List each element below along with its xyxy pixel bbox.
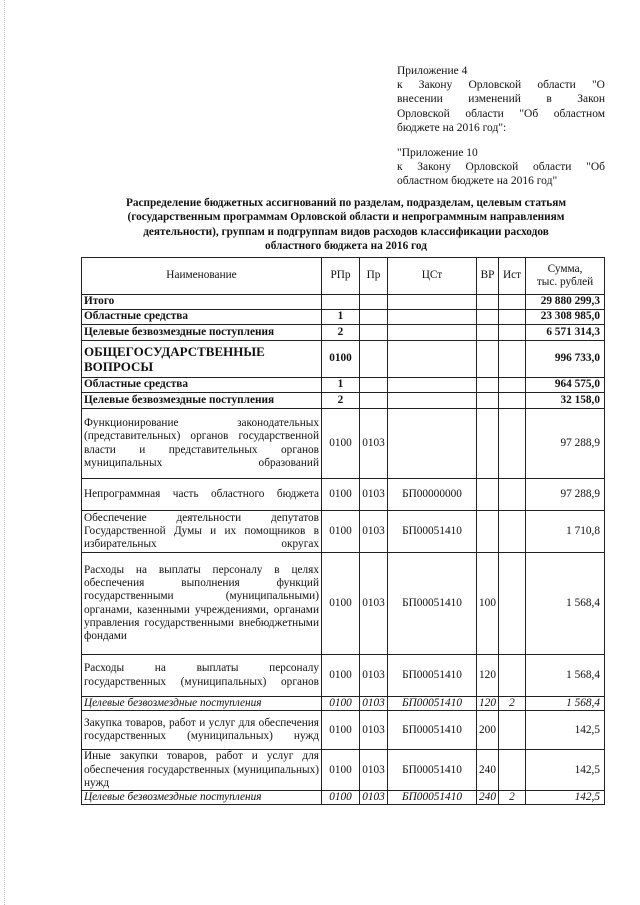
cell-pr: 0103	[360, 511, 388, 553]
table-row	[82, 409, 605, 479]
cell-ist	[499, 553, 526, 655]
scan-edge-line	[4, 0, 6, 905]
cell-sum: 97 288,9	[526, 409, 605, 479]
appendix-line: областном бюджете на 2016 год"	[397, 175, 558, 188]
cell-cst	[388, 341, 477, 378]
table-row	[82, 393, 605, 409]
cell-sum: 142,5	[526, 750, 605, 791]
cell-rpr: 2	[322, 393, 360, 409]
cell-vr: 240	[477, 750, 499, 791]
cell-vr: 200	[477, 711, 499, 750]
appendix-line: Орловской области "Об областном	[397, 107, 605, 120]
cell-pr	[360, 325, 388, 341]
cell-pr	[360, 341, 388, 378]
cell-sum: 97 288,9	[526, 479, 605, 511]
header-ist: Ист	[499, 258, 526, 295]
table-row	[82, 378, 605, 393]
appendix-4-note	[397, 64, 605, 135]
cell-rpr: 0100	[322, 409, 360, 479]
cell-vr	[477, 295, 499, 310]
cell-ist: 2	[499, 697, 526, 711]
cell-ist	[499, 511, 526, 553]
cell-sum: 6 571 314,3	[526, 325, 605, 341]
cell-ist	[499, 393, 526, 409]
cell-name: Итого	[82, 295, 322, 310]
cell-name: Целевые безвозмездные поступления	[82, 393, 322, 409]
cell-ist	[499, 479, 526, 511]
header-rpr: РПр	[322, 258, 360, 295]
cell-vr	[477, 341, 499, 378]
cell-vr	[477, 479, 499, 511]
header-sum	[526, 258, 605, 295]
cell-ist	[499, 325, 526, 341]
cell-sum: 1 568,4	[526, 655, 605, 697]
cell-cst	[388, 393, 477, 409]
cell-vr	[477, 325, 499, 341]
cell-name: Областные средства	[82, 310, 322, 325]
cell-sum: 142,5	[526, 791, 605, 805]
cell-name: Обеспечение деятельности депутатов Государственной Думы и их помощников в избирательных округах	[82, 511, 322, 553]
cell-ist: 2	[499, 791, 526, 805]
cell-ist	[499, 295, 526, 310]
table-header-row	[82, 258, 605, 295]
cell-name: Непрограммная часть областного бюджета	[82, 479, 322, 511]
cell-pr	[360, 310, 388, 325]
cell-ist	[499, 750, 526, 791]
cell-rpr: 0100	[322, 711, 360, 750]
cell-pr: 0103	[360, 711, 388, 750]
cell-vr	[477, 511, 499, 553]
cell-cst	[388, 325, 477, 341]
cell-rpr: 0100	[322, 655, 360, 697]
table-row	[82, 341, 605, 378]
cell-sum: 1 568,4	[526, 697, 605, 711]
appendix-10-note	[397, 146, 605, 189]
cell-rpr: 2	[322, 325, 360, 341]
cell-ist	[499, 310, 526, 325]
cell-pr	[360, 393, 388, 409]
cell-sum: 29 880 299,3	[526, 295, 605, 310]
header-sum-line: Сумма,	[547, 262, 583, 275]
cell-vr: 100	[477, 553, 499, 655]
cell-cst	[388, 310, 477, 325]
table-row	[82, 310, 605, 325]
cell-pr	[360, 295, 388, 310]
cell-vr: 240	[477, 791, 499, 805]
table-row	[82, 553, 605, 655]
header-cst: ЦСт	[388, 258, 477, 295]
cell-name: Расходы на выплаты персоналу в целях обеспечения выполнения функций государственными (муниципальными) органами, казенными учреждениями, органами управления государственными внебюджетными фондами	[82, 553, 322, 655]
table-row	[82, 295, 605, 310]
cell-pr: 0103	[360, 409, 388, 479]
cell-cst: БП00051410	[388, 553, 477, 655]
cell-rpr: 0100	[322, 750, 360, 791]
cell-rpr: 0100	[322, 341, 360, 378]
header-pr: Пр	[360, 258, 388, 295]
appendix-line: бюджете на 2016 год":	[397, 121, 507, 134]
cell-cst: БП00000000	[388, 479, 477, 511]
table-row	[82, 750, 605, 791]
cell-rpr: 0100	[322, 697, 360, 711]
table-row	[82, 791, 605, 805]
cell-name: Функционирование законодательных (представительных) органов государственной власти и представительных органов муниципальных образований	[82, 409, 322, 479]
cell-ist	[499, 341, 526, 378]
cell-vr	[477, 378, 499, 393]
header-vr: ВР	[477, 258, 499, 295]
cell-name: Иные закупки товаров, работ и услуг для обеспечения государственных (муниципальных) нужд	[82, 750, 322, 791]
appendix-line: Приложение 4	[397, 65, 468, 77]
appendix-line: к Закону Орловской области "Об	[397, 161, 605, 174]
cell-cst	[388, 295, 477, 310]
cell-name: Расходы на выплаты персоналу государственных (муниципальных) органов	[82, 655, 322, 697]
cell-rpr: 0100	[322, 791, 360, 805]
heading-line: (государственным программам Орловской области и непрограммным направлениям	[127, 211, 565, 224]
cell-rpr: 0100	[322, 553, 360, 655]
table-row	[82, 697, 605, 711]
cell-pr: 0103	[360, 553, 388, 655]
cell-name: Целевые безвозмездные поступления	[82, 697, 322, 711]
appendix-line: внесении изменений в Закон	[397, 93, 605, 106]
cell-cst: БП00051410	[388, 511, 477, 553]
cell-sum: 23 308 985,0	[526, 310, 605, 325]
cell-sum: 964 575,0	[526, 378, 605, 393]
header-sum-line: тыс. рублей	[536, 276, 594, 288]
cell-name: ОБЩЕГОСУДАРСТВЕННЫЕ ВОПРОСЫ	[82, 341, 322, 378]
cell-name: Целевые безвозмездные поступления	[82, 791, 322, 805]
cell-cst: БП00051410	[388, 655, 477, 697]
budget-allocation-table	[81, 257, 605, 805]
cell-pr: 0103	[360, 791, 388, 805]
cell-vr	[477, 393, 499, 409]
table-row	[82, 655, 605, 697]
cell-rpr	[322, 295, 360, 310]
cell-pr	[360, 378, 388, 393]
table-row	[82, 325, 605, 341]
cell-rpr: 1	[322, 310, 360, 325]
cell-cst: БП00051410	[388, 711, 477, 750]
appendix-line: к Закону Орловской области "О	[397, 79, 605, 92]
table-row	[82, 711, 605, 750]
cell-cst: БП00051410	[388, 697, 477, 711]
header-name: Наименование	[82, 258, 322, 295]
cell-sum: 996 733,0	[526, 341, 605, 378]
heading-line: Распределение бюджетных ассигнований по разделам, подразделам, целевым статьям	[125, 197, 567, 209]
cell-vr	[477, 310, 499, 325]
cell-cst	[388, 378, 477, 393]
cell-sum: 1 710,8	[526, 511, 605, 553]
cell-rpr: 1	[322, 378, 360, 393]
document-heading	[86, 196, 606, 253]
cell-sum: 142,5	[526, 711, 605, 750]
cell-name: Целевые безвозмездные поступления	[82, 325, 322, 341]
cell-sum: 1 568,4	[526, 553, 605, 655]
cell-pr: 0103	[360, 479, 388, 511]
cell-rpr: 0100	[322, 511, 360, 553]
cell-vr	[477, 409, 499, 479]
heading-line: областного бюджета на 2016 год	[265, 239, 427, 252]
appendix-line: "Приложение 10	[397, 147, 478, 159]
cell-name: Закупка товаров, работ и услуг для обеспечения государственных (муниципальных) нужд	[82, 711, 322, 750]
cell-rpr: 0100	[322, 479, 360, 511]
cell-cst: БП00051410	[388, 791, 477, 805]
cell-pr: 0103	[360, 697, 388, 711]
cell-cst	[388, 409, 477, 479]
cell-vr: 120	[477, 697, 499, 711]
table-row	[82, 511, 605, 553]
cell-ist	[499, 378, 526, 393]
cell-vr: 120	[477, 655, 499, 697]
table-row	[82, 479, 605, 511]
heading-line: деятельности), группам и подгруппам видов расходов классификации расходов	[143, 225, 549, 238]
cell-ist	[499, 409, 526, 479]
cell-cst: БП00051410	[388, 750, 477, 791]
cell-sum: 32 158,0	[526, 393, 605, 409]
cell-ist	[499, 711, 526, 750]
cell-pr: 0103	[360, 655, 388, 697]
cell-pr: 0103	[360, 750, 388, 791]
cell-ist	[499, 655, 526, 697]
cell-name: Областные средства	[82, 378, 322, 393]
